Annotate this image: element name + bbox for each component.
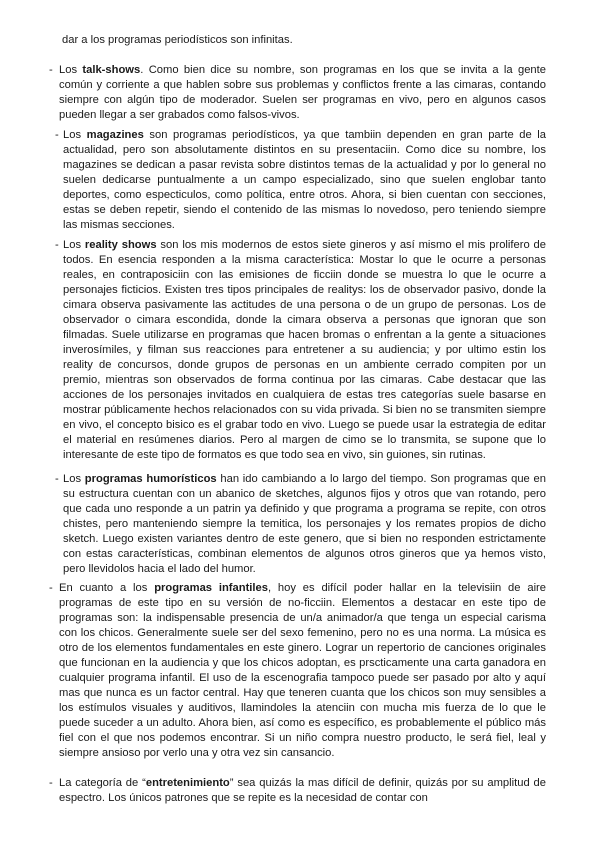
bullet-dash: - — [49, 582, 53, 594]
intro-line: dar a los programas periodísticos son infinitas. — [62, 34, 293, 46]
bullet-dash: - — [55, 473, 59, 485]
paragraph-talk-shows — [49, 63, 546, 123]
paragraph-text: En cuanto a los programas infantiles, hoy es difícil poder hallar en la televisiin de aire programas de este tipo en su versión de no-ficciin. Elementos a destacar en este tipo de programas son: la indispensable presencia de un/a animador/a que tenga un especial carisma con los chicos. Generalmente suele ser del sexo femenino, pero no es una norma. La música es otro de los elementos fundamentales en este ginero. Lograr un repertorio de canciones originales que funcionan en la audiencia y que los chicos adoptan, es prscticamente una carta ganadora en cualquier programa infantil. El uso de la escenografia tampoco puede ser pasado por alto y aquí mas que nunca es un factor central. Hay que teneren cuanta que los chicos son muy sensibles a los estímulos visuales y auditivos, llamindoles la atenciin con mucha mis fuerza de lo que le puede suceder a un adulto. Ahora bien, así como es específico, es probablemente el público más fiel con el que nos podemos encontrar. Si un niño compra nuestro producto, le será fiel, leal y siempre ansioso por verlo una y otra vez sin cansancio. — [59, 582, 546, 759]
paragraph-text: La categoría de “entretenimiento” sea quizás la mas difícil de definir, quizás por su amplitud de espectro. Los únicos patrones que se repite es la necesidad de contar con — [59, 777, 546, 804]
bullet-dash: - — [49, 64, 53, 76]
paragraph-text: Los programas humorísticos han ido cambiando a lo largo del tiempo. Son programas que en su estructura cuentan con un abanico de sketches, algunos fijos y otros que van rotando, pero que cada uno responde a un patrin ya definido y que programa a programa se repite, con otros chistes, pero manteniendo siempre la temitica, los personajes y los remates propios de dicho sketch. Luego existen variantes dentro de este genero, que si bien no responden estrictamente con estas características, combinan elementos de algunos otros gineros que ya hemos visto, pero llevidolos hacia el lado del humor. — [63, 473, 546, 575]
paragraph-magazines — [49, 128, 546, 233]
paragraph-programas-humoristicos — [49, 472, 546, 577]
paragraph-reality-shows — [49, 238, 546, 463]
term-programas-infantiles: programas infantiles — [154, 582, 268, 594]
paragraph-text: Los reality shows son los mis modernos de estos siete gineros y así mismo el mis prolifero de todos. En esencia responden a la misma característica: Mostar lo que le ocurre a personas reales, en contraposiciin con las emisiones de ficciin donde se muestra lo que le ocurre a personajes ficticios. Existen tres tipos principales de realitys: los de observador pasivo, donde la cimara observa pasivamente las actitudes de una persona o de un grupo de personas. Los de observador o cimara escondida, donde la cimara observa a personas que ignoran que son filmadas. Suele utilizarse en programas que hacen bromas o enfrentan a la gente a situaciones inverosímiles, y filman sus reacciones para entretener a su audiencia; y por ultimo estin los reality de concursos, donde grupos de personas en un ambiente cerrado compiten por un premio, mientras son observados de forma continua por las cimaras. Cabe destacar que las acciones de los personajes invitados en cualquiera de estas tres categorías suele basarse en mostrar públicamente hechos relacionados con su vida privada. Si bien no se transmiten siempre en vivo, el concepto bisico es el grabar todo en vivo. Luego se puede usar la estrategia de editar el material en resúmenes diarios. Pero al margen de cimo se lo transmita, se supone que lo interesante de este tipo de formatos es que todo sea en vivo, sin guiones, sin rutinas. — [63, 239, 546, 461]
term-talk-shows: talk-shows — [82, 64, 141, 76]
bullet-dash: - — [49, 777, 53, 789]
paragraph-programas-infantiles — [49, 581, 546, 761]
bullet-dash: - — [55, 129, 59, 141]
paragraph-entretenimiento — [49, 776, 546, 806]
term-programas-humoristicos: programas humorísticos — [84, 473, 217, 485]
term-reality-shows: reality shows — [84, 239, 157, 251]
paragraph-text: Los magazines son programas periodísticos, ya que tambiin dependen en gran parte de la actualidad, pero son absolutamente distintos en su presentaciin. Como dice su nombre, los magazines se dedican a pasar revista sobre distintos temas de la actualidad y por lo general no suelen dedicarse puntualmente a un campo especializado, sino que suelen englobar tanto deportes, como especticulos, como política, entre otros. Ahora, si bien cuentan con secciones, estas se deben repetir, siendo el contenido de las mismas lo novedoso, pero teniendo siempre las mismas secciones. — [63, 129, 546, 231]
term-entretenimiento: entretenimiento — [145, 777, 230, 789]
term-magazines: magazines — [86, 129, 144, 141]
bullet-dash: - — [55, 239, 59, 251]
paragraph-text: Los talk-shows. Como bien dice su nombre, son programas en los que se invita a la gente común y corriente a que hablen sobre sus problemas y conflictos frente a las cimaras, contando siempre con algún tipo de moderador. Suelen ser programas en vivo, pero en algunos casos pueden llegar a ser grabados como falsos-vivos. — [59, 64, 546, 121]
